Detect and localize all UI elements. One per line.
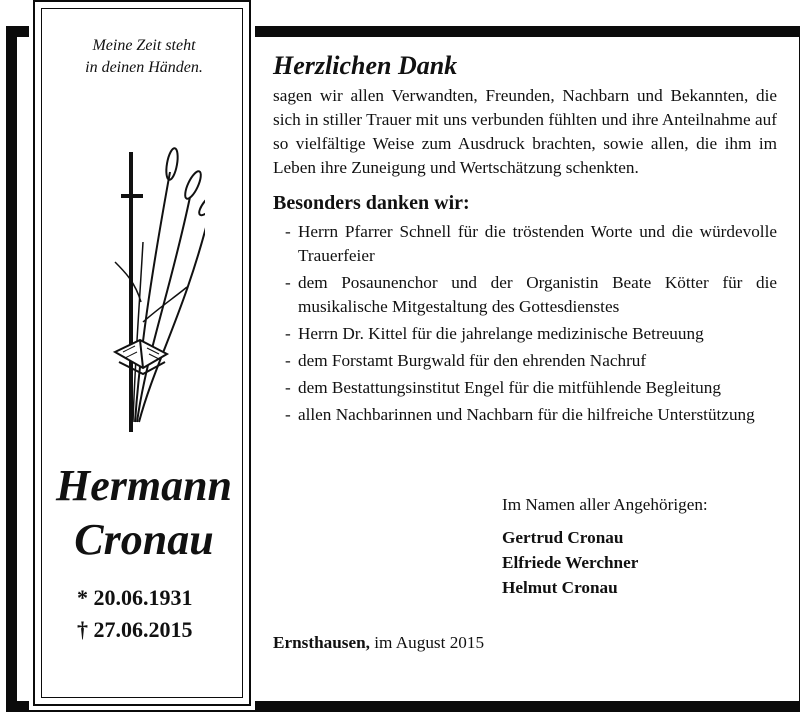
signature-name: Elfriede Werchner [502, 553, 639, 572]
list-item: - dem Forstamt Burgwald für den ehrenden Nachruf [273, 349, 777, 373]
left-panel [33, 0, 251, 706]
intro-paragraph: sagen wir allen Verwandten, Freunden, Nachbarn und Bekannten, die sich in stiller Trauer mit uns verbunden fühlten und ihre Anteilnahme auf so vielfältige Weise zum Ausdruck brachten, sowie allen, die ihm im Leben ihre Zuneigung und Wertschätzung schenkten. [273, 86, 777, 177]
thanks-list [273, 220, 777, 427]
signature-intro: Im Namen aller Angehörigen: [502, 495, 708, 514]
place-name: Ernsthausen, [273, 633, 370, 652]
heading: Herzlichen Dank [273, 51, 458, 80]
list-item: - dem Bestattungsinstitut Engel für die mitfühlende Begleitung [273, 376, 777, 400]
signature-name: Gertrud Cronau [502, 528, 624, 547]
list-item: - Herrn Dr. Kittel für die jahrelange medizinische Betreuung [273, 322, 777, 346]
deceased-first-name: Hermann [55, 461, 233, 510]
signature-block [502, 492, 708, 600]
signature-name: Helmut Cronau [502, 578, 618, 597]
list-item: - allen Nachbarinnen und Nachbarn für die hilfreiche Unterstützung [273, 403, 777, 427]
main-content [273, 50, 777, 430]
motto [35, 35, 253, 79]
cross-wheat-icon [95, 122, 205, 432]
signature-names [502, 525, 708, 600]
deceased-last-name: Cronau [74, 515, 214, 564]
date-text: im August 2015 [369, 633, 485, 652]
motto-line: in deinen Händen. [85, 59, 203, 76]
list-item: - dem Posaunenchor und der Organistin Beate Kötter für die musikalische Mitgestaltung des Gottesdienstes [273, 271, 777, 319]
death-date: † 27.06.2015 [77, 617, 193, 642]
life-dates [77, 582, 193, 646]
birth-date: * 20.06.1931 [77, 585, 193, 610]
list-item: - Herrn Pfarrer Schnell für die tröstenden Worte und die würdevolle Trauerfeier [273, 220, 777, 268]
place-date [273, 633, 484, 653]
subheading: Besonders danken wir: [273, 192, 470, 214]
motto-line: Meine Zeit steht [92, 37, 196, 54]
